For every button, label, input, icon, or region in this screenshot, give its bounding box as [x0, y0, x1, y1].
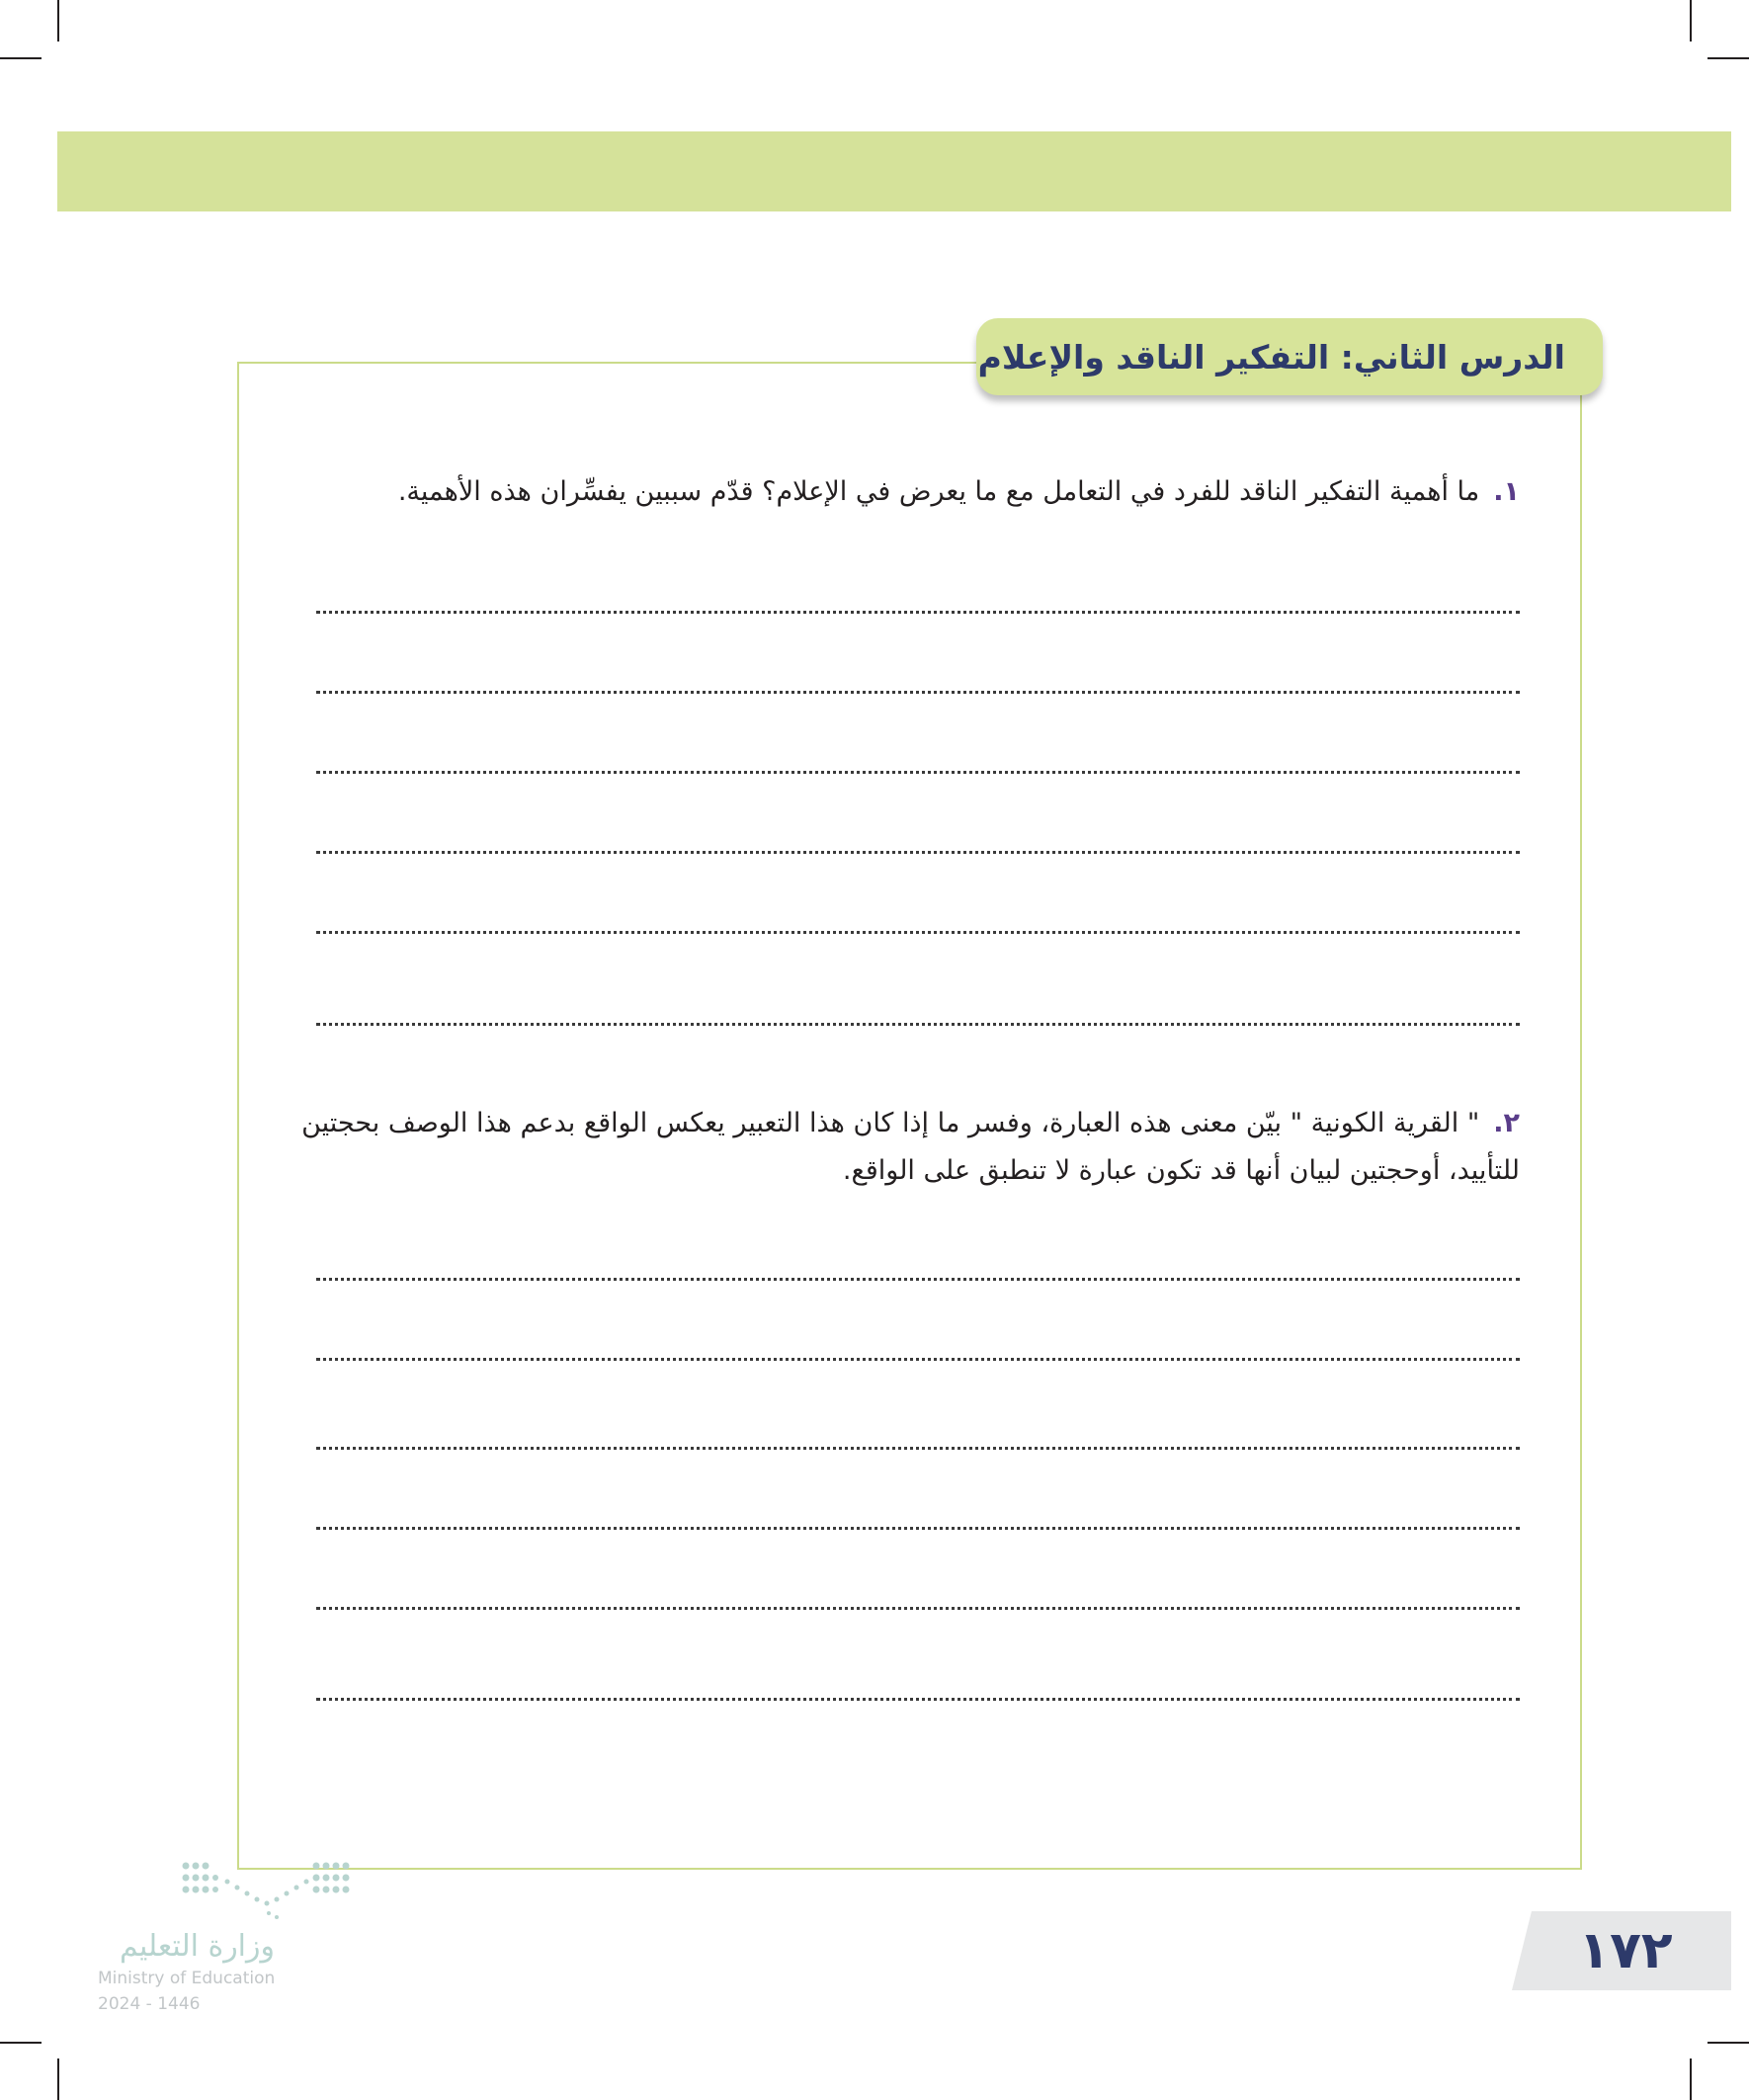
- ministry-name-ar: وزارة التعليم: [119, 1929, 275, 1964]
- crop-mark: [1690, 0, 1692, 42]
- ministry-name-en: Ministry of Education: [98, 1969, 276, 1988]
- answer-line[interactable]: [316, 771, 1520, 774]
- answer-line[interactable]: [316, 1023, 1520, 1026]
- answer-line[interactable]: [316, 1527, 1520, 1530]
- answer-line[interactable]: [316, 611, 1520, 614]
- question-1-number: ١.: [1493, 476, 1520, 507]
- crop-mark: [57, 2058, 59, 2100]
- answer-line[interactable]: [316, 931, 1520, 934]
- crop-mark: [0, 2042, 42, 2044]
- answer-line[interactable]: [316, 691, 1520, 694]
- crop-mark: [1707, 2042, 1749, 2044]
- question-2-number: ٢.: [1493, 1108, 1520, 1138]
- academic-year: 2024 - 1446: [98, 1994, 201, 2014]
- answer-line[interactable]: [316, 1698, 1520, 1701]
- question-1-text: ما أهمية التفكير الناقد للفرد في التعامل مع ما يعرض في الإعلام؟ قدّم سببين يفسِّران هذه الأهمية.: [397, 476, 1480, 507]
- page-number: ١٧٢: [1578, 1921, 1673, 1980]
- question-2: [294, 1100, 1520, 1195]
- question-2-text: " القرية الكونية " بيّن معنى هذه العبارة، وفسر ما إذا كان هذا التعبير يعكس الواقع بدعم هذا الوصف بحجتين للتأييد، أوحجتين لبيان أنها قد تكون عبارة لا تنطبق على الواقع.: [301, 1108, 1520, 1186]
- answer-line[interactable]: [316, 851, 1520, 854]
- answer-line[interactable]: [316, 1358, 1520, 1361]
- header-band: [57, 131, 1731, 211]
- question-1: [235, 468, 1520, 516]
- crop-mark: [1690, 2058, 1692, 2100]
- answer-line[interactable]: [316, 1447, 1520, 1450]
- lesson-title: الدرس الثاني: التفكير الناقد والإعلام: [977, 337, 1565, 377]
- crop-mark: [57, 0, 59, 42]
- lesson-title-pill: [976, 318, 1603, 395]
- ministry-logo-icon: [178, 1858, 356, 1927]
- crop-mark: [0, 57, 42, 59]
- answer-line[interactable]: [316, 1278, 1520, 1281]
- answer-line[interactable]: [316, 1607, 1520, 1610]
- crop-mark: [1707, 57, 1749, 59]
